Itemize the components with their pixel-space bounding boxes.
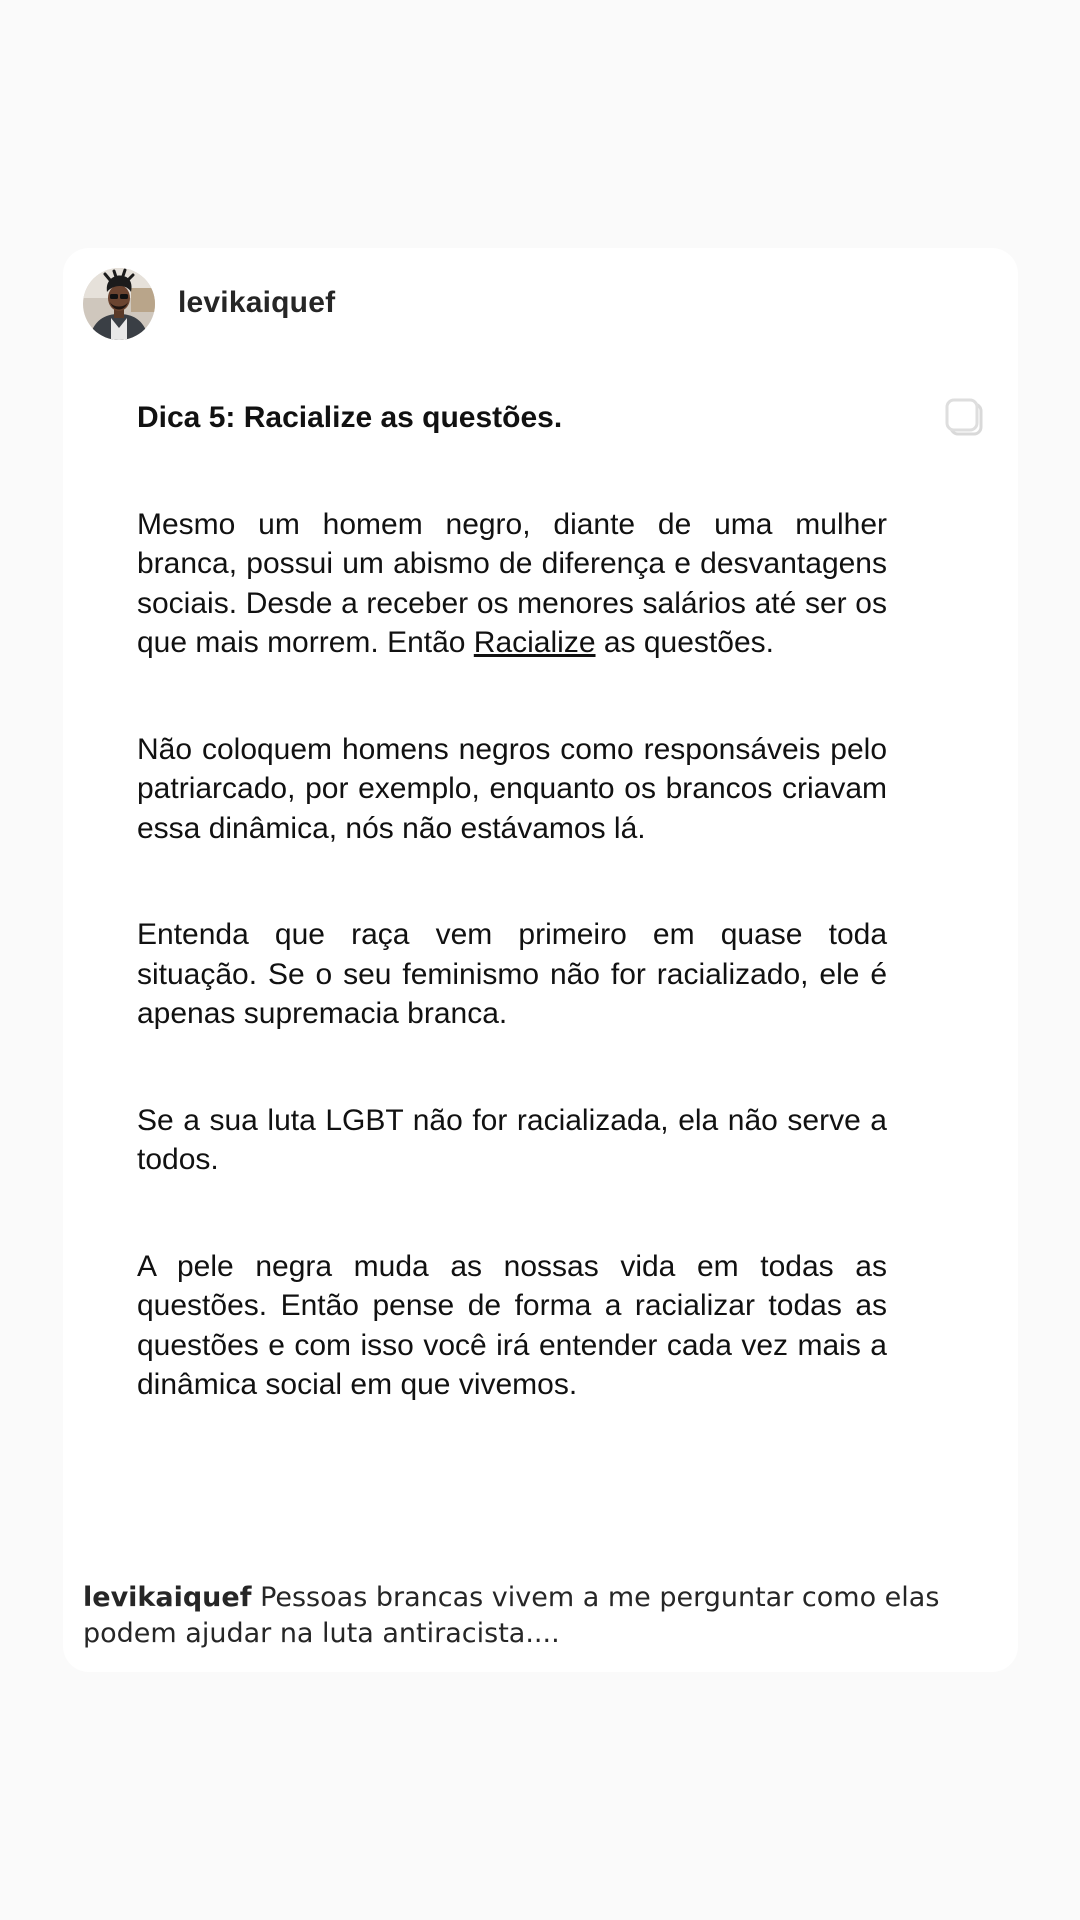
header-username[interactable]: levikaiquef [178, 286, 336, 319]
post-caption[interactable] [83, 1580, 1003, 1652]
post-title: Dica 5: Racialize as questões. [137, 401, 563, 434]
paragraph-5: A pele negra muda as nossas vida em todas as questões. Então pense de forma a racializar todas as questões e com isso você irá entender cada vez mais a dinâmica social em que vivemos. [137, 1249, 887, 1401]
post-image-text [137, 398, 887, 1472]
shared-post-card[interactable] [63, 248, 1018, 1672]
caption-text: Pessoas brancas vivem a me perguntar como elas podem ajudar na luta antiracista.... [83, 1582, 940, 1649]
paragraph-3: Entenda que raça vem primeiro em quase toda situação. Se o seu feminismo não for racializado, ele é apenas supremacia branca. [137, 918, 887, 1030]
carousel-icon [941, 394, 989, 442]
racialize-underlined: Racialize [473, 626, 596, 659]
paragraph-1 [137, 505, 887, 663]
paragraph-1-end: as questões. [595, 626, 774, 659]
profile-photo-icon[interactable] [83, 268, 155, 340]
caption-username[interactable]: levikaiquef [83, 1582, 252, 1613]
paragraph-4: Se a sua luta LGBT não for racializada, ela não serve a todos. [137, 1103, 887, 1176]
post-header[interactable] [63, 248, 1018, 358]
paragraph-2: Não coloquem homens negros como responsáveis pelo patriarcado, por exemplo, enquanto os brancos criavam essa dinâmica, nós não estávamos lá. [137, 732, 887, 845]
paragraph-1-start: Mesmo um homem negro, diante de uma mulher branca, possui um abismo de diferença e desvantagens sociais. Desde a receber os menores salários até ser os que mais morrem. Então [137, 507, 887, 659]
